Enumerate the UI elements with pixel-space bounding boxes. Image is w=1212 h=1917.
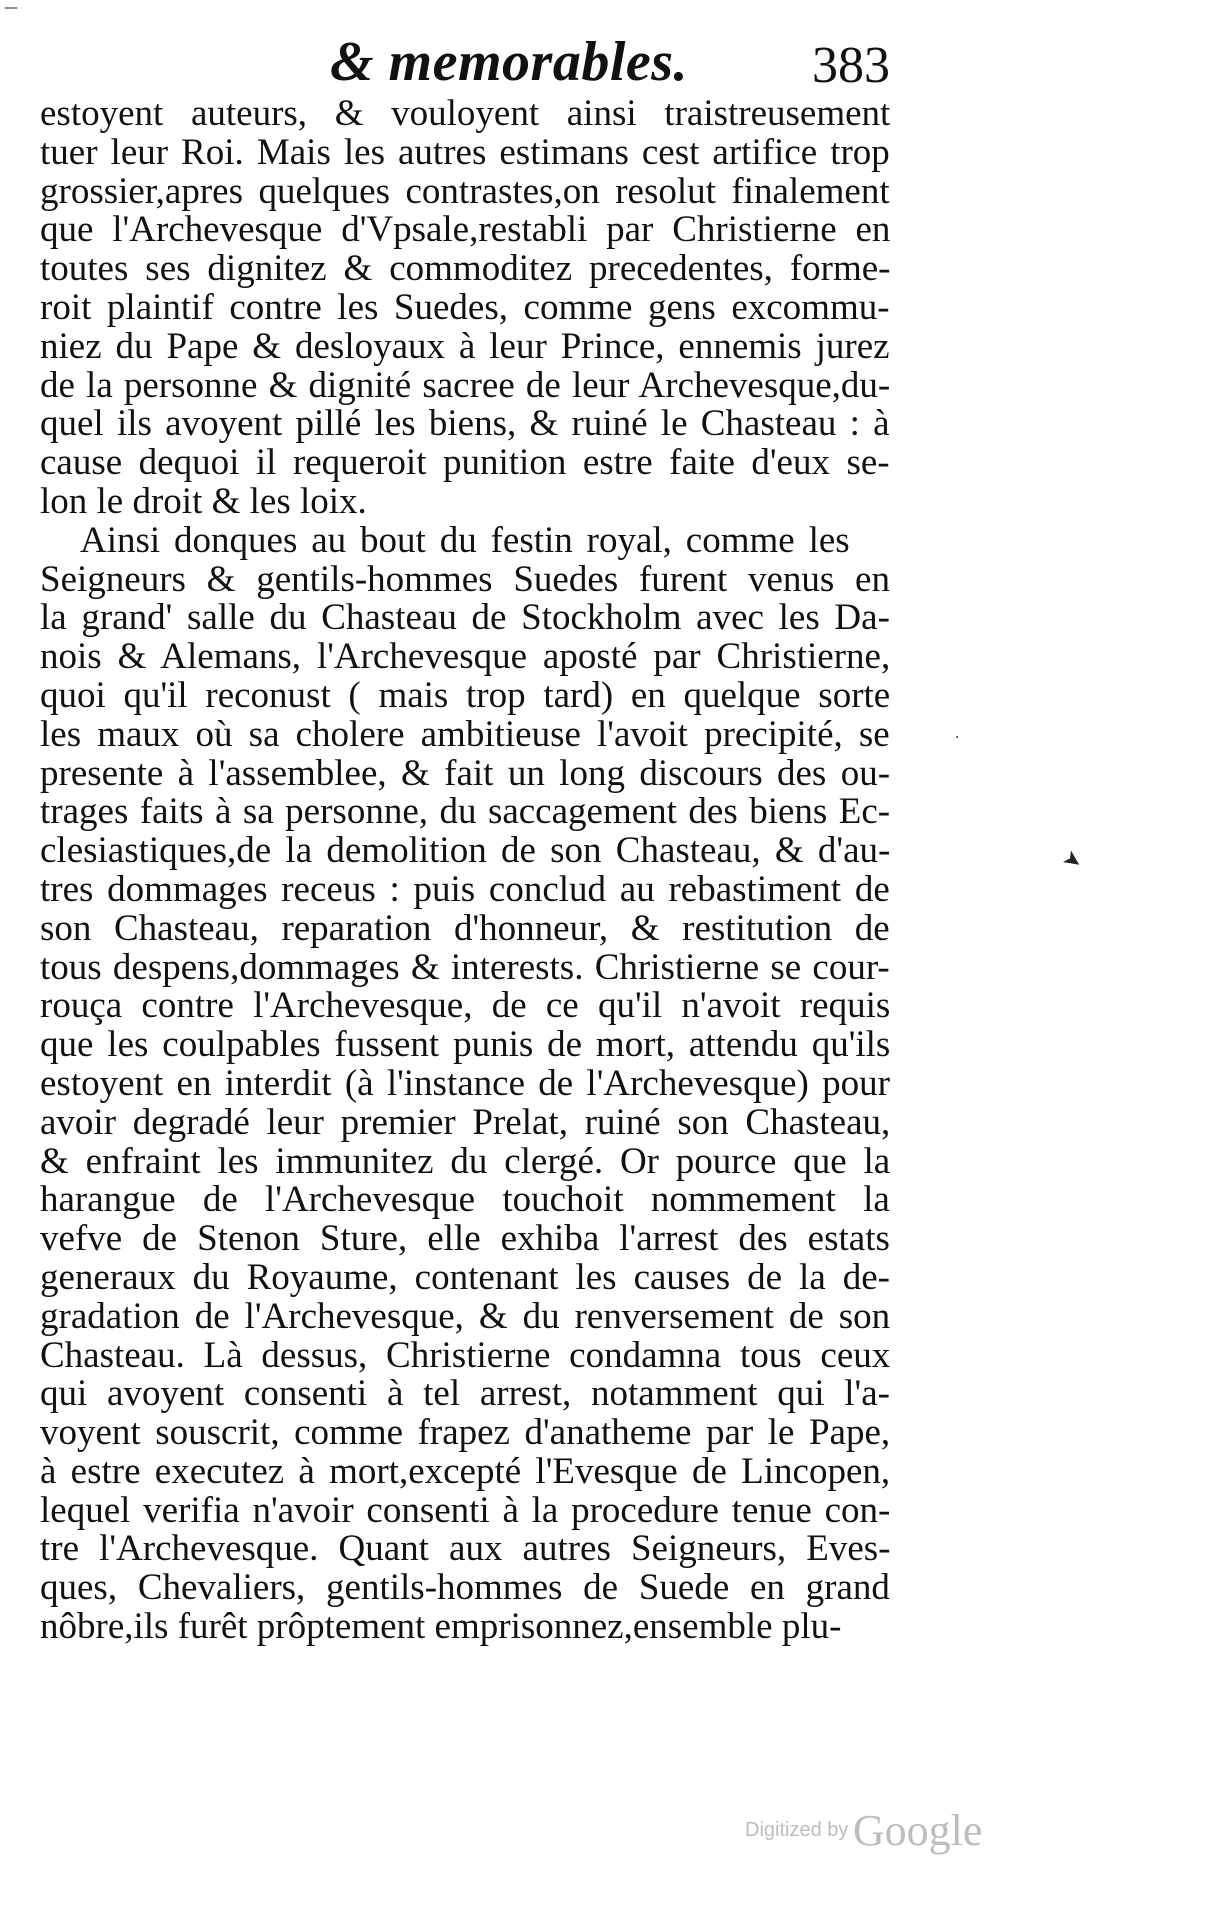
text-line: la grand' salle du Chasteau de Stockholm avec les Da-	[40, 597, 890, 639]
text-line: lequel verifia n'avoir consenti à la procedure tenue con-	[40, 1489, 891, 1531]
text-line: clesiastiques,de la demolition de son Chasteau, & d'au-	[40, 830, 891, 872]
text-line: tres dommages receus : puis conclud au rebastiment de	[40, 868, 890, 910]
text-line: generaux du Royaume, contenant les causes de la de-	[40, 1256, 891, 1298]
text-line: avoir degradé leur premier Prelat, ruiné son Chasteau,	[40, 1101, 891, 1143]
text-line: les maux où sa cholere ambitieuse l'avoit precipité, se	[40, 713, 890, 755]
text-line: qui avoyent consenti à tel arrest, notamment qui l'a-	[40, 1373, 890, 1415]
text-line: gradation de l'Archevesque, & du renversement de son	[40, 1295, 891, 1337]
text-line: de la personne & dignité sacree de leur Archevesque,du-	[40, 364, 891, 406]
text-line: que l'Archevesque d'Vpsale,restabli par Christierne en	[40, 209, 891, 251]
text-line: tuer leur Roi. Mais les autres estimans cest artifice trop	[40, 131, 890, 173]
text-line: cause dequoi il requeroit punition estre faite d'eux se-	[40, 442, 890, 484]
page-number: 383	[812, 37, 890, 94]
running-title: & memorables.	[330, 31, 689, 93]
watermark-small: Digitized by	[745, 1819, 849, 1841]
text-line: nois & Alemans, l'Archevesque aposté par Christierne,	[40, 636, 891, 678]
text-line: tous despens,dommages & interests. Christierne se cour-	[40, 946, 890, 988]
text-line: quel ils avoyent pillé les biens, & ruiné le Chasteau : à	[40, 403, 890, 445]
body-text	[40, 95, 890, 1647]
text-line: son Chasteau, reparation d'honneur, & restitution de	[40, 907, 890, 949]
text-line: roit plaintif contre les Suedes, comme gens excommu-	[40, 286, 890, 328]
text-line: estoyent en interdit (à l'instance de l'Archevesque) pour	[40, 1062, 890, 1104]
text-line: harangue de l'Archevesque touchoit nommement la	[40, 1179, 890, 1221]
text-line: Ainsi donques au bout du festin royal, comme les	[80, 519, 850, 561]
text-line: que les coulpables fussent punis de mort, attendu qu'ils	[40, 1024, 891, 1066]
text-line: rouça contre l'Archevesque, de ce qu'il n'avoit requis	[40, 985, 891, 1027]
text-line: tre l'Archevesque. Quant aux autres Seigneurs, Eves-	[40, 1528, 891, 1570]
text-line: à estre executez à mort,excepté l'Evesque de Lincopen,	[40, 1450, 891, 1492]
text-line: quoi qu'il reconust ( mais trop tard) en quelque sorte	[40, 674, 891, 716]
watermark-google: Google	[852, 1806, 983, 1855]
text-line: voyent souscrit, comme frapez d'anatheme par le Pape,	[40, 1412, 891, 1454]
text-line: estoyent auteurs, & vouloyent ainsi traistreusement	[40, 93, 891, 134]
text-line: & enfraint les immunitez du clergé. Or pource que la	[40, 1140, 891, 1182]
text-line: Seigneurs & gentils-hommes Suedes furent venus en	[40, 558, 890, 600]
text-line: toutes ses dignitez & commoditez precedentes, forme-	[40, 248, 891, 290]
text-line: ques, Chevaliers, gentils-hommes de Suede en grand	[40, 1567, 890, 1609]
scan-mark: ➤	[1057, 844, 1087, 877]
text-line: nôbre,ils furêt prôptement emprisonnez,ensemble plu-	[40, 1606, 842, 1648]
digitized-watermark	[745, 1805, 982, 1856]
scan-mark: ·	[955, 730, 960, 746]
text-line: presente à l'assemblee, & fait un long discours des ou-	[40, 752, 891, 794]
text-line: lon le droit & les loix.	[40, 480, 367, 522]
text-line: Chasteau. Là dessus, Christierne condamna tous ceux	[40, 1334, 891, 1376]
text-line: niez du Pape & desloyaux à leur Prince, ennemis jurez	[40, 325, 890, 367]
text-line: vefve de Stenon Sture, elle exhiba l'arrest des estats	[40, 1218, 890, 1260]
text-line: trages faits à sa personne, du saccagement des biens Ec-	[40, 791, 891, 833]
text-line: grossier,apres quelques contrastes,on resolut finalement	[40, 170, 890, 212]
scan-mark: —	[4, 0, 18, 16]
page-header	[330, 22, 890, 102]
